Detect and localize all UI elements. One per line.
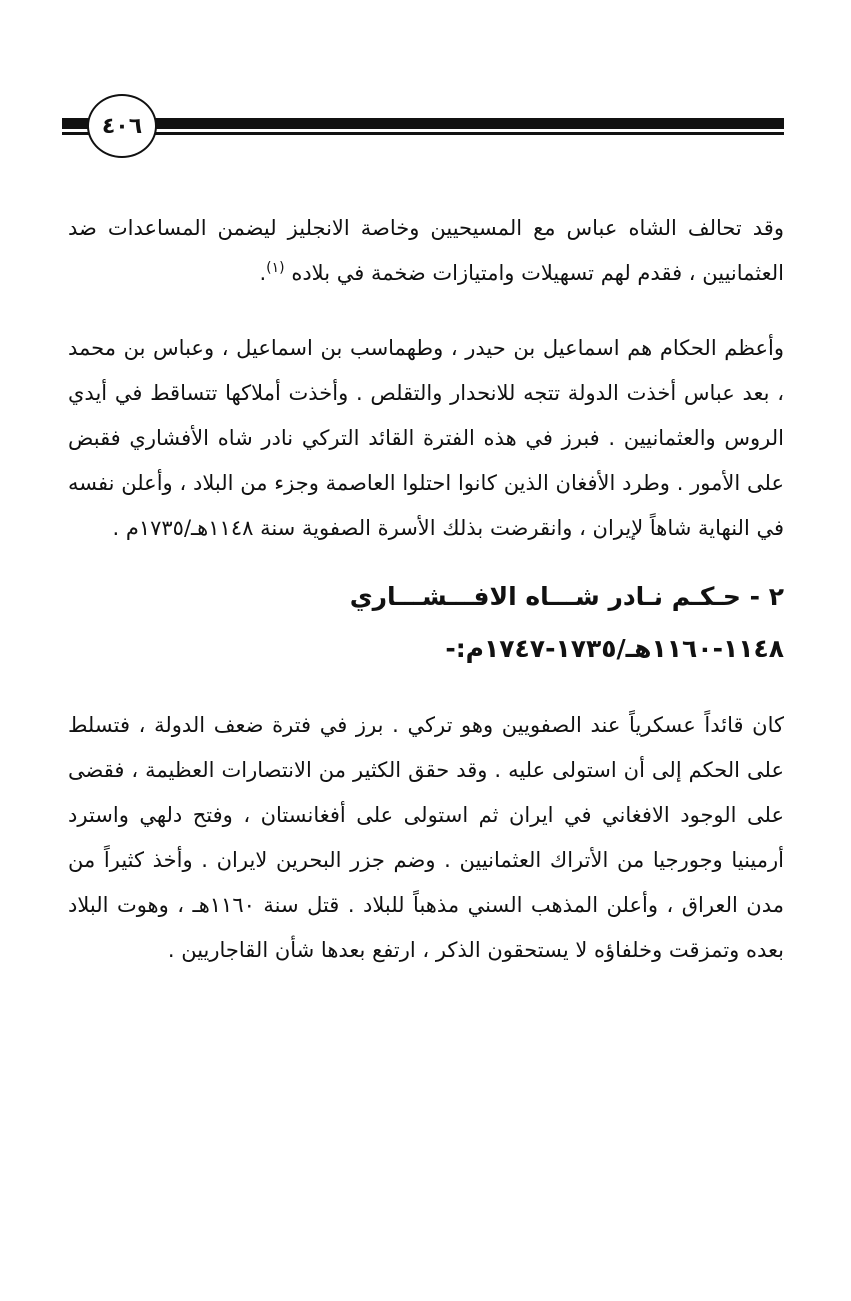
paragraph-nader-shah: كان قائداً عسكرياً عند الصفويين وهو تركي . برز في فترة ضعف الدولة ، فتسلط على الحكم إلى أن استولى عليه . وقد حقق الكثير من الانتصارات العظيمة ، فقضى على الوجود الافغاني في ايران ثم استولى على أفغانستان ، وفتح دلهي واسترد أرمينيا وجورجيا من الأتراك العثمانيين . وضم جزر البحرين لايران . وأخذ كثيراً من مدن العراق ، وأعلن المذهب السني مذهباً للبلاد . قتل سنة ١١٦٠هـ ، وهوت البلاد بعده وتمزقت وخلفاؤه لا يستحقون الذكر ، ارتفع بعدها شأن القاجاريين . <box>68 713 784 962</box>
section-heading-dates: ١١٤٨-١١٦٠هـ/١٧٣٥-١٧٤٧م:- <box>445 634 784 663</box>
paragraph-alliance-text: وقد تحالف الشاه عباس مع المسيحيين وخاصة الانجليز ليضمن المساعدات ضد العثمانيين ، فقدم لهم تسهيلات وامتيازات ضخمة في بلاده <box>68 216 784 285</box>
header-rule-thick <box>152 118 784 129</box>
page-number: ٤٠٦ <box>87 94 157 158</box>
paragraph-alliance-end: . <box>259 261 267 285</box>
paragraph-rulers: وأعظم الحكام هم اسماعيل بن حيدر ، وطهماسب بن اسماعيل ، وعباس بن محمد ، بعد عباس أخذت الدولة تتجه للانحدار والتقلص . وأخذت أملاكها تتساقط في أيدي الروس والعثمانيين . فبرز في هذه الفترة القائد التركي نادر شاه الأفشاري فقبض على الأمور . وطرد الأفغان الذين كانوا احتلوا العاصمة وجزء من البلاد ، وأعلن نفسه في النهاية شاهاً لإيران ، وانقرضت بذلك الأسرة الصفوية سنة ١١٤٨هـ/١٧٣٥م . <box>68 336 784 540</box>
footnote-marker: (١) <box>266 260 285 276</box>
page-body <box>68 206 784 973</box>
page-header <box>62 92 784 162</box>
paragraph-alliance <box>68 206 784 296</box>
section-heading: ٢ - حـكـم نـادر شـــاه الافـــشـــاري <box>349 582 784 611</box>
header-rule-thin <box>62 132 784 135</box>
